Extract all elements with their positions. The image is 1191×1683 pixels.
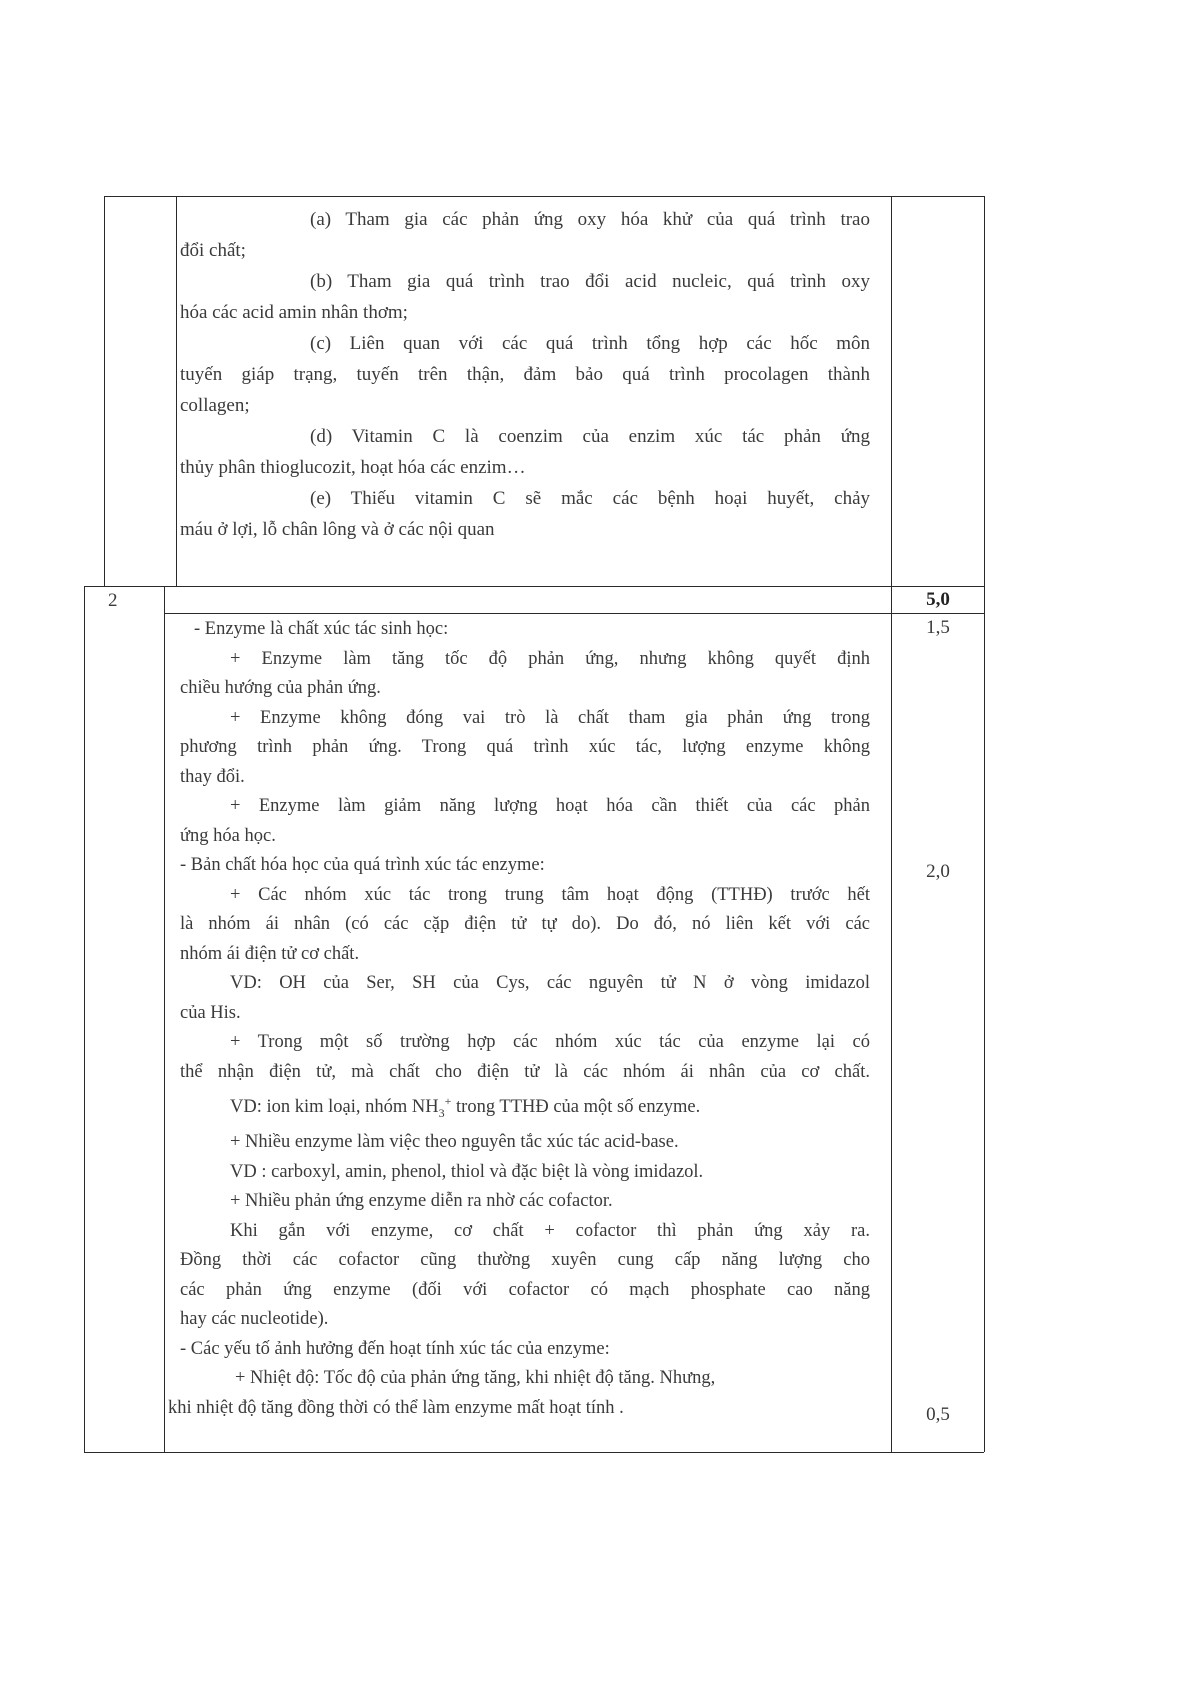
sec2-point2-line1: + Trong một số trường hợp các nhóm xúc tác của enzyme lại có <box>230 1032 870 1052</box>
table-left-border <box>104 196 105 586</box>
table-right-border <box>984 196 985 1452</box>
sec2-point1-line2: là nhóm ái nhân (có các cặp điện tử tự do). Do đó, nó liên kết với các <box>180 914 870 934</box>
vitamin-c-functions-block <box>180 204 870 545</box>
table-left-border-lower <box>84 586 85 1452</box>
item-a-line1: (a) Tham gia các phản ứng oxy hóa khử của quá trình trao <box>310 209 870 230</box>
subscript-3: 3 <box>438 1105 445 1120</box>
score-section-1: 1,5 <box>926 617 950 638</box>
sec2-example1-line1: VD: OH của Ser, SH của Cys, các nguyên tử N ở vòng imidazol <box>230 973 870 993</box>
item-b-line2: hóa các acid amin nhân thơm; <box>180 302 408 323</box>
sec2-example2 <box>180 1087 870 1128</box>
enzyme-answer-block <box>168 615 870 1423</box>
sec2-example2-post: trong TTHĐ của một số enzyme. <box>451 1097 701 1118</box>
sec1-point2-line3: thay đổi. <box>180 766 245 787</box>
table-col2-divider <box>891 196 892 1452</box>
sec2-point5-line2: Đồng thời các cofactor cũng thường xuyên cung cấp năng lượng cho <box>180 1250 870 1271</box>
sec1-point3-line2: ứng hóa học. <box>180 825 276 846</box>
sec2-example1-line2: của His. <box>180 1002 241 1023</box>
row-divider-subheader <box>164 613 984 614</box>
sec2-point1-line1: + Các nhóm xúc tác trong trung tâm hoạt động (TTHĐ) trước hết <box>230 884 870 905</box>
sec1-point1-line1: + Enzyme làm tăng tốc độ phản ứng, nhưng không quyết định <box>230 648 870 669</box>
sec1-point3-line1: + Enzyme làm giảm năng lượng hoạt hóa cần thiết của các phản <box>230 796 870 816</box>
item-e-line1: (e) Thiếu vitamin C sẽ mắc các bệnh hoại huyết, chảy <box>310 488 870 509</box>
question-total-score: 5,0 <box>926 589 950 610</box>
item-e-line2: máu ở lợi, lỗ chân lông và ở các nội quan <box>180 519 495 540</box>
sec2-point3: + Nhiều enzyme làm việc theo nguyên tắc xúc tác acid-base. <box>230 1132 679 1153</box>
item-a-line2: đổi chất; <box>180 240 246 261</box>
item-b-line1: (b) Tham gia quá trình trao đổi acid nucleic, quá trình oxy <box>310 271 870 292</box>
sec1-heading: - Enzyme là chất xúc tác sinh học: <box>194 619 449 639</box>
table-col1-divider-lower <box>164 586 165 1452</box>
sec2-point2-line2: thể nhận điện tử, mà chất cho điện tử là các nhóm ái nhân của cơ chất. <box>180 1061 870 1082</box>
table-col1-divider <box>176 196 177 586</box>
sec2-point4: + Nhiều phản ứng enzyme diễn ra nhờ các cofactor. <box>230 1191 613 1212</box>
sec3-point1-line1: + Nhiệt độ: Tốc độ của phản ứng tăng, khi nhiệt độ tăng. Nhưng, <box>235 1368 716 1389</box>
sec3-heading: - Các yếu tố ảnh hưởng đến hoạt tính xúc tác của enzyme: <box>180 1338 610 1359</box>
item-d-line1: (d) Vitamin C là coenzim của enzim xúc tác phản ứng <box>310 426 870 447</box>
sec2-example3: VD : carboxyl, amin, phenol, thiol và đặc biệt là vòng imidazol. <box>230 1161 704 1182</box>
sec2-point5-line1: Khi gắn với enzyme, cơ chất + cofactor thì phản ứng xảy ra. <box>230 1220 870 1241</box>
table-bottom-border <box>84 1452 984 1453</box>
sec2-example2-pre: VD: ion kim loại, nhóm NH <box>230 1097 439 1118</box>
sec2-point5-line4: hay các nucleotide). <box>180 1309 329 1330</box>
score-section-3: 0,5 <box>926 1404 950 1425</box>
sec2-heading: - Bản chất hóa học của quá trình xúc tác enzyme: <box>180 855 545 875</box>
item-d-line2: thủy phân thioglucozit, hoạt hóa các enzim… <box>180 457 526 478</box>
sec2-point5-line3: các phản ứng enzyme (đối với cofactor có mạch phosphate cao năng <box>180 1279 870 1300</box>
score-section-2: 2,0 <box>926 861 950 882</box>
sec1-point1-line2: chiều hướng của phản ứng. <box>180 678 381 698</box>
superscript-plus: + <box>444 1094 452 1108</box>
item-c-line3: collagen; <box>180 395 250 416</box>
sec1-point2-line1: + Enzyme không đóng vai trò là chất tham gia phản ứng trong <box>230 707 870 728</box>
question-number: 2 <box>108 590 118 611</box>
sec1-point2-line2: phương trình phản ứng. Trong quá trình xúc tác, lượng enzyme không <box>180 737 870 757</box>
table-top-border <box>104 196 984 197</box>
row-divider-question2 <box>84 586 984 587</box>
sec2-point1-line3: nhóm ái điện tử cơ chất. <box>180 943 360 964</box>
item-c-line1: (c) Liên quan với các quá trình tổng hợp các hốc môn <box>310 333 870 354</box>
sec3-point1-line2: khi nhiệt độ tăng đồng thời có thể làm enzyme mất hoạt tính . <box>168 1397 624 1418</box>
item-c-line2: tuyến giáp trạng, tuyến trên thận, đảm bảo quá trình procolagen thành <box>180 364 870 385</box>
